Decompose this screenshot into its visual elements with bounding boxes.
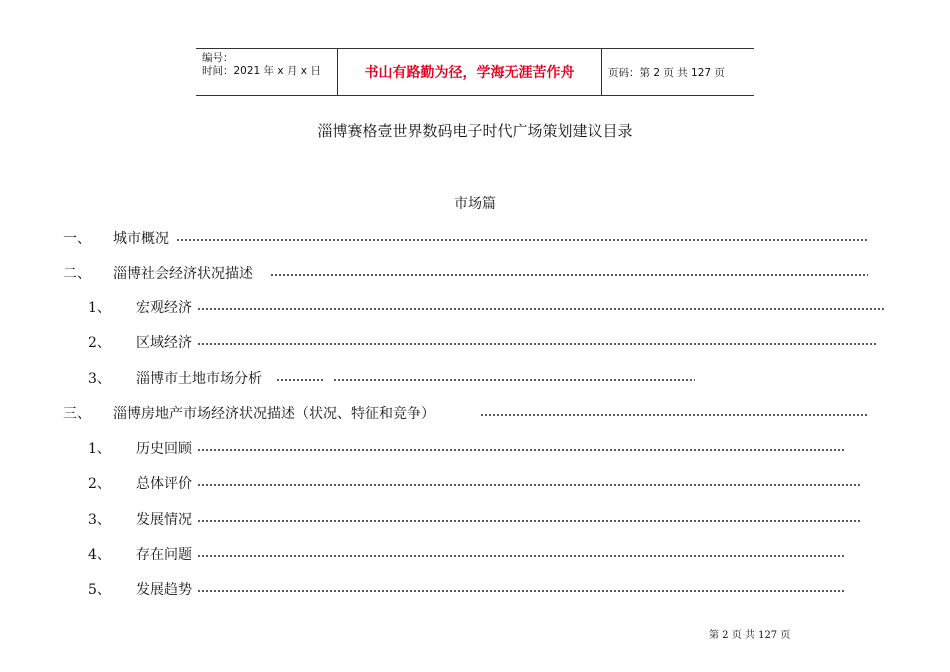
toc-label: 总体评价 [136, 476, 192, 492]
toc-leader [197, 308, 884, 310]
toc-label: 淄博房地产市场经济状况描述（状况、特征和竞争） [113, 406, 435, 422]
header-page-info: 页码：第 2 页 共 127 页 [608, 66, 725, 79]
toc-number: 2、 [88, 476, 111, 492]
toc-item[interactable] [0, 473, 950, 493]
toc-leader [176, 239, 868, 241]
toc-leader [276, 379, 324, 381]
toc-label: 历史回顾 [136, 441, 192, 457]
toc-leader [197, 520, 860, 522]
toc-item[interactable] [0, 579, 950, 599]
toc-leader [197, 590, 845, 592]
toc-label: 淄博社会经济状况描述 [113, 266, 253, 282]
toc-item[interactable] [0, 438, 950, 458]
toc-leader [270, 274, 868, 276]
toc-item[interactable] [0, 544, 950, 564]
toc-item[interactable] [0, 228, 950, 248]
toc-item[interactable] [0, 509, 950, 529]
toc-number: 一、 [63, 231, 91, 247]
toc-label: 存在问题 [136, 547, 192, 563]
toc-number: 1、 [88, 300, 111, 316]
header-meta [196, 49, 338, 95]
toc-item[interactable] [0, 297, 950, 317]
toc-item[interactable] [0, 332, 950, 352]
toc-number: 4、 [88, 547, 111, 563]
toc-leader [197, 449, 845, 451]
toc-leader [480, 414, 868, 416]
code-label: 编号： [202, 52, 234, 64]
document-header [196, 48, 754, 96]
toc-item[interactable] [0, 263, 950, 283]
toc-label: 区域经济 [136, 335, 192, 351]
toc-number: 三、 [63, 406, 91, 422]
toc-label: 城市概况 [113, 231, 169, 247]
page-footer: 第 2 页 共 127 页 [709, 630, 791, 641]
toc-label: 淄博市土地市场分析 [136, 371, 262, 387]
toc-leader [197, 343, 877, 345]
header-motto: 书山有路勤为径，学海无涯苦作舟 [338, 49, 602, 95]
toc-label: 宏观经济 [136, 300, 192, 316]
toc-number: 1、 [88, 441, 111, 457]
section-title: 市场篇 [454, 196, 496, 212]
toc-leader [197, 484, 860, 486]
toc-leader [333, 379, 695, 381]
toc-leader [197, 555, 845, 557]
toc-number: 3、 [88, 512, 111, 528]
toc-label: 发展趋势 [136, 582, 192, 598]
toc-number: 5、 [88, 582, 111, 598]
toc-item[interactable] [0, 368, 950, 388]
toc-number: 二、 [63, 266, 91, 282]
toc-item[interactable] [0, 403, 950, 423]
toc-label: 发展情况 [136, 512, 192, 528]
toc-number: 3、 [88, 371, 111, 387]
document-title: 淄博赛格壹世界数码电子时代广场策划建议目录 [317, 122, 633, 140]
toc-number: 2、 [88, 335, 111, 351]
time-label: 时间：2021 年 x 月 x 日 [202, 65, 321, 77]
